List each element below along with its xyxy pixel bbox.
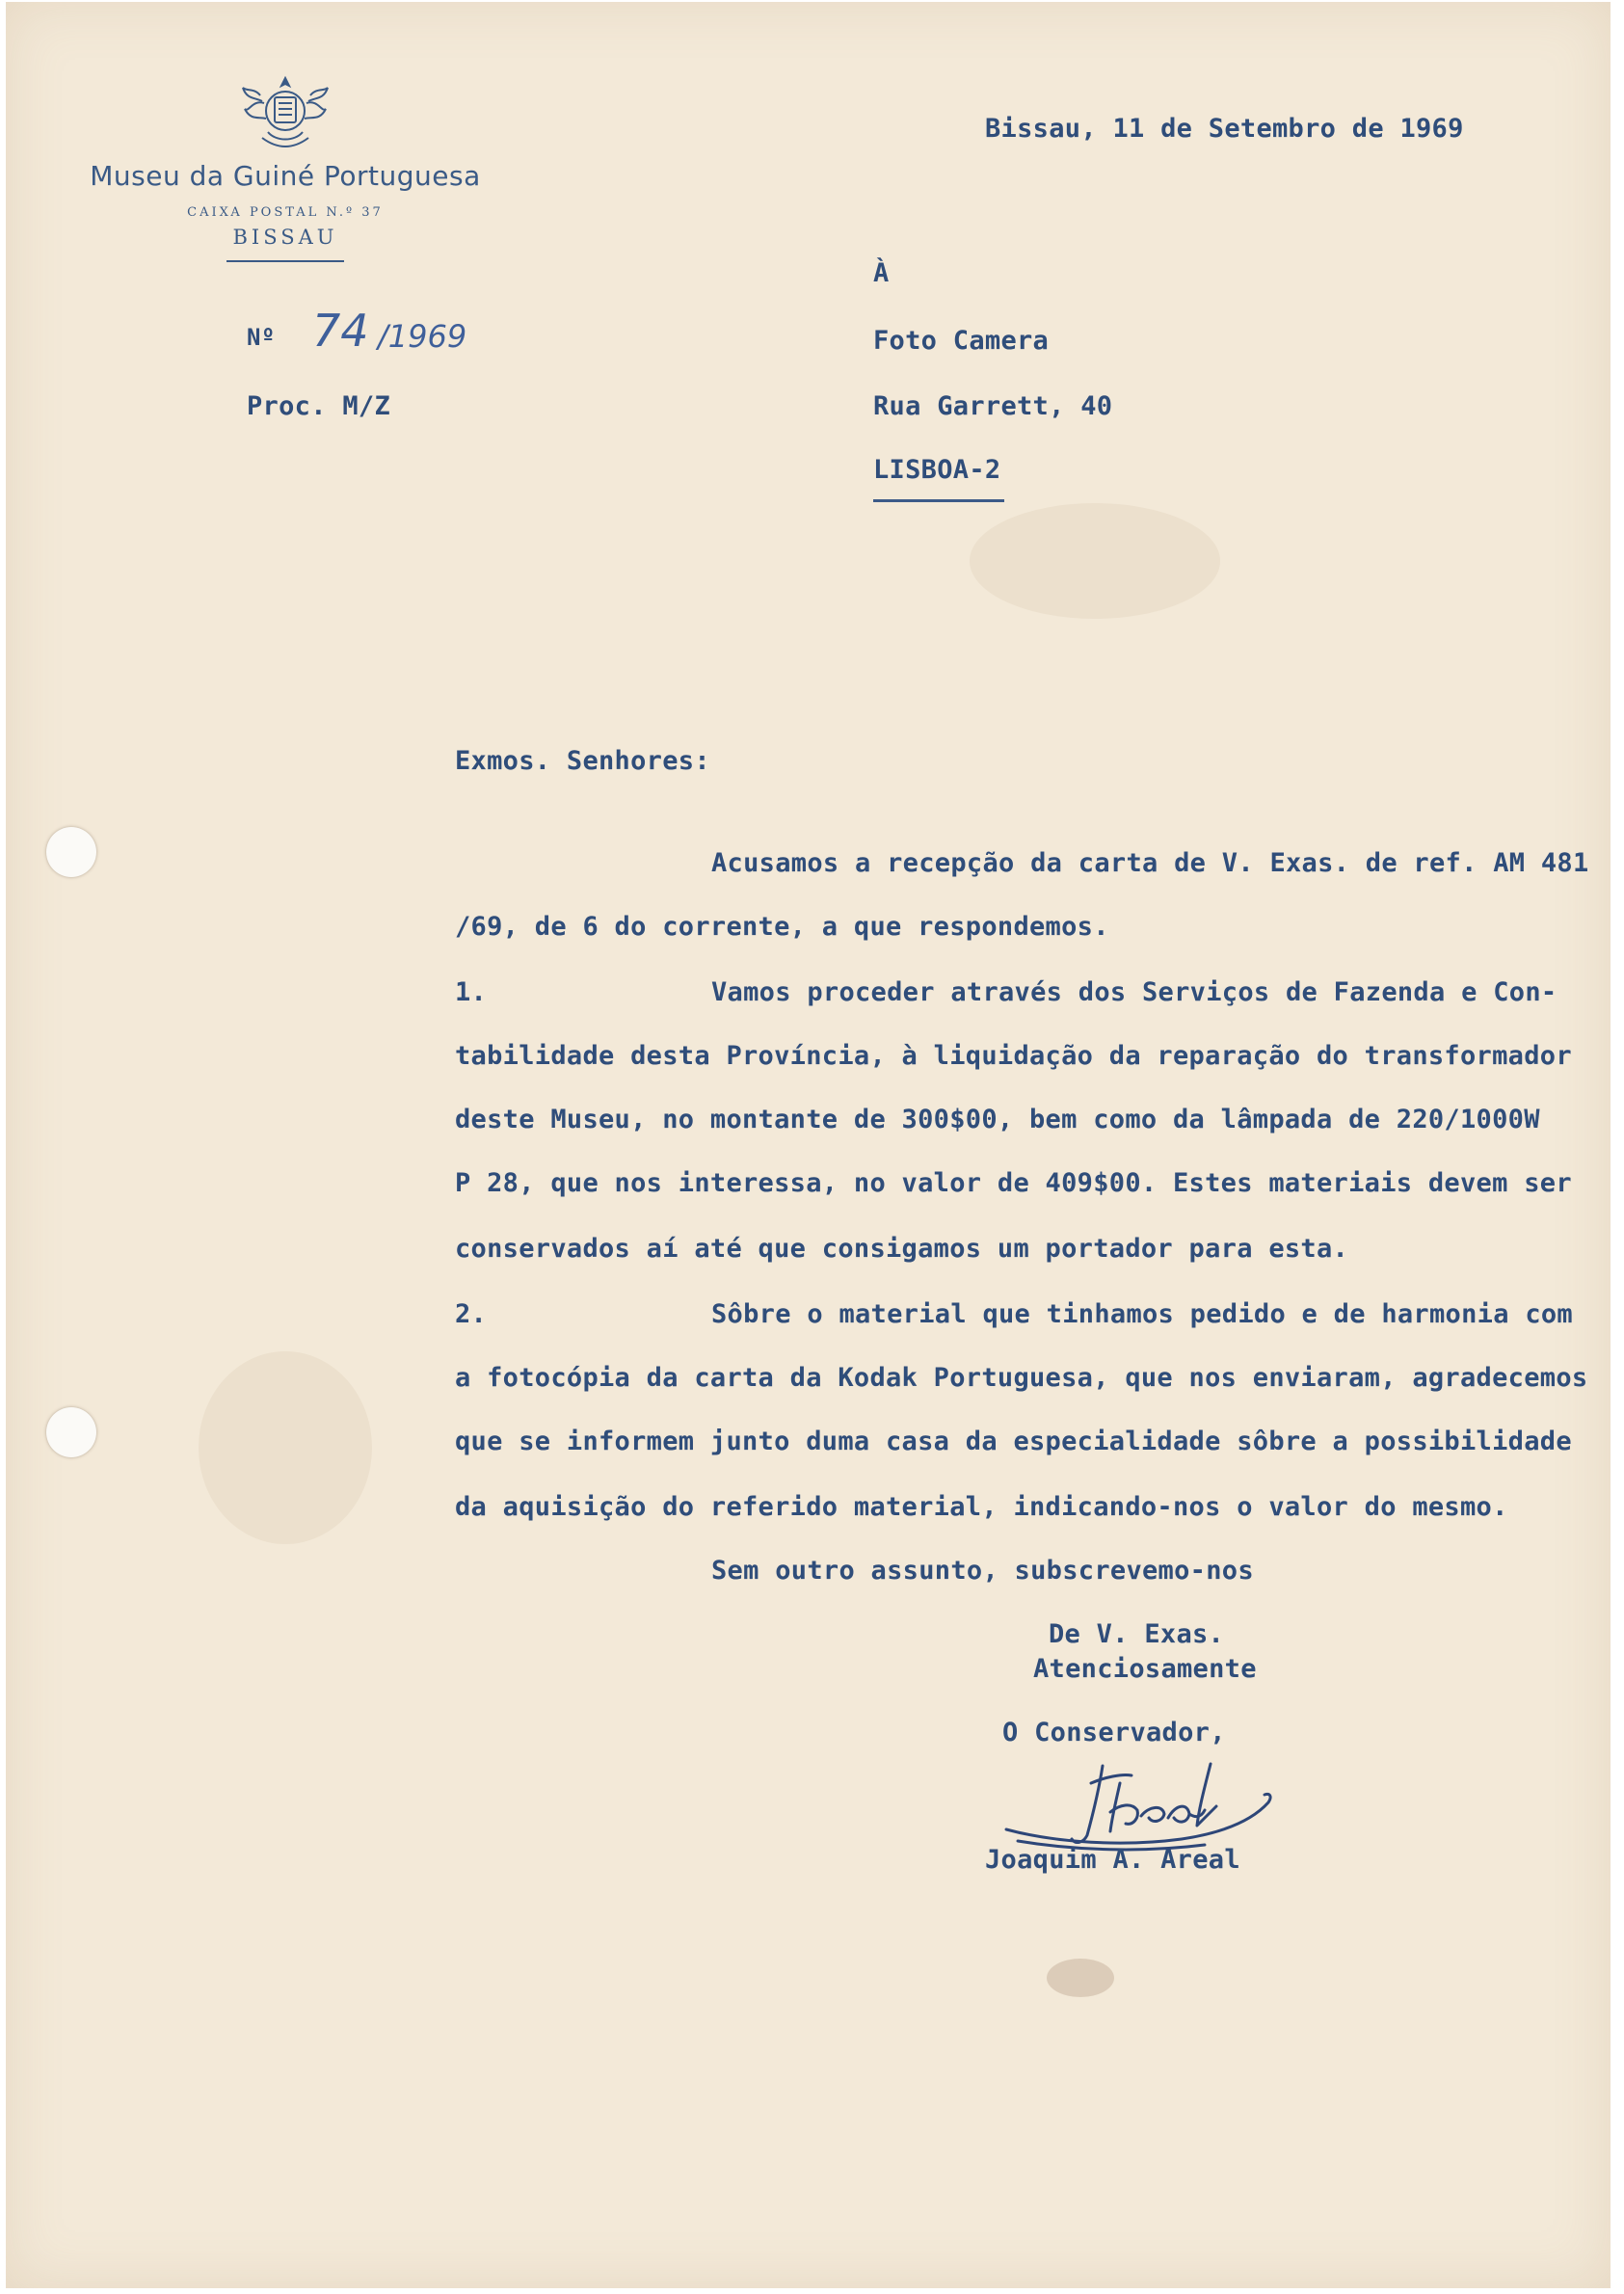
recipient-name: Foto Camera	[873, 326, 1050, 356]
paragraph-2-line: Sôbre o material que tinhamos pedido e de harmonia com	[711, 1299, 1573, 1329]
signoff-line: Atenciosamente	[1033, 1654, 1257, 1684]
paragraph-2-line: que se informem junto duma casa da especialidade sôbre a possibilidade	[455, 1427, 1572, 1456]
paragraph-1-line: deste Museu, no montante de 300$00, bem como da lâmpada de 220/1000W	[455, 1105, 1540, 1134]
paper-stain	[1047, 1959, 1114, 1997]
museum-name: Museu da Guiné Portuguesa	[90, 160, 481, 192]
paragraph-1-line: Vamos proceder através dos Serviços de Fazenda e Con-	[711, 977, 1557, 1007]
letter-sheet	[6, 2, 1611, 2288]
date-line: Bissau, 11 de Setembro de 1969	[985, 114, 1464, 144]
reference-number-handwritten: 74	[312, 305, 369, 357]
reference-number-label: Nº	[247, 324, 276, 351]
punch-hole-lower	[46, 1407, 96, 1457]
letterhead-city: BISSAU	[232, 226, 338, 249]
salutation: Exmos. Senhores:	[455, 746, 710, 776]
paper-stain	[199, 1351, 372, 1544]
letterhead	[64, 74, 507, 262]
recipient-prefix: À	[873, 258, 890, 288]
paragraph-1-line: P 28, que nos interessa, no valor de 409$00. Estes materiais devem ser	[455, 1168, 1572, 1198]
recipient-city: LISBOA-2	[873, 455, 1001, 485]
reference-number-year: /1969	[378, 318, 467, 355]
punch-hole-upper	[46, 827, 96, 877]
recipient-street: Rua Garrett, 40	[873, 391, 1113, 421]
paragraph-2-number: 2.	[455, 1299, 488, 1329]
body-intro-line: Acusamos a recepção da carta de V. Exas. de ref. AM 481	[711, 848, 1589, 878]
paragraph-2-line: a fotocópia da carta da Kodak Portuguesa, que nos enviaram, agradecemos	[455, 1363, 1588, 1393]
closing-line: Sem outro assunto, subscrevemo-nos	[711, 1556, 1254, 1586]
paragraph-1-line: conservados aí até que consigamos um portador para esta.	[455, 1234, 1349, 1264]
paragraph-2-line: da aquisição do referido material, indicando-nos o valor do mesmo.	[455, 1492, 1508, 1522]
paper-stain	[970, 503, 1220, 619]
letterhead-rule	[226, 260, 344, 262]
signer-role: O Conservador,	[1002, 1718, 1226, 1747]
paragraph-1-number: 1.	[455, 977, 488, 1007]
signer-name: Joaquim A. Areal	[985, 1845, 1240, 1875]
process-reference: Proc. M/Z	[247, 391, 390, 421]
signoff-line: De V. Exas.	[1049, 1619, 1225, 1649]
coat-of-arms-icon	[239, 74, 332, 149]
postal-box: CAIXA POSTAL N.º 37	[187, 205, 384, 220]
paragraph-1-line: tabilidade desta Província, à liquidação da reparação do transformador	[455, 1041, 1572, 1071]
body-intro-line: /69, de 6 do corrente, a que respondemos.	[455, 912, 1109, 942]
recipient-city-underline	[873, 499, 1004, 502]
